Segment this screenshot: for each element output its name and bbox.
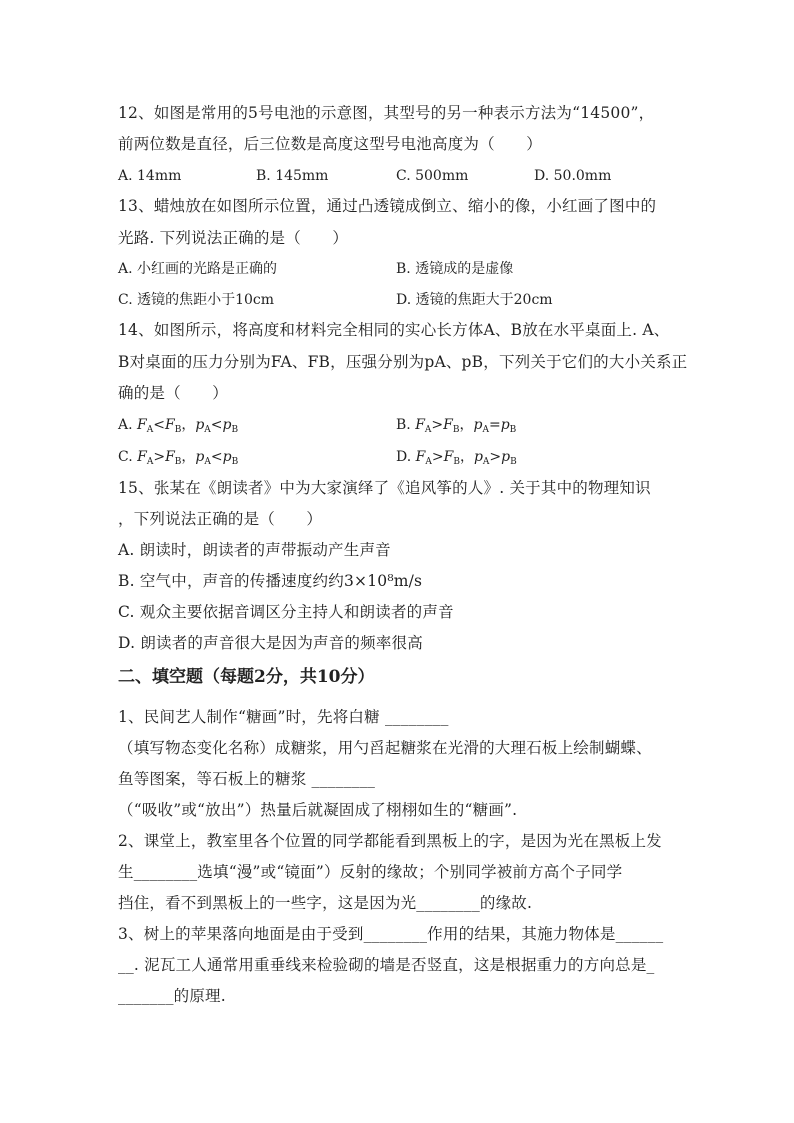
q15-option-b: B. 空气中，声音的传播速度约约3×10⁸m/s <box>118 572 423 590</box>
q14-option-c: C. $F_A>F_B$，$p_A<p_B$ <box>118 449 239 467</box>
q15-stem-line-2: ，下列说法正确的是（ ） <box>118 510 323 528</box>
q15-option-a: A. 朗读时，朗读者的声带振动产生声音 <box>118 541 391 559</box>
q13-option-c: C. 透镜的焦距小于10cm <box>118 292 275 308</box>
q12-option-a: A. 14mm <box>118 168 182 184</box>
q14-option-b: B. $F_A>F_B$，$p_A=p_B$ <box>396 417 517 435</box>
q13-stem-line-1: 13、蜡烛放在如图所示位置，通过凸透镜成倒立、缩小的像，小红画了图中的 <box>118 197 657 215</box>
q12-option-b: B. 145mm <box>256 168 329 184</box>
q15-option-d: D. 朗读者的声音很大是因为声音的频率很高 <box>118 634 423 652</box>
q13-option-d: D. 透镜的焦距大于20cm <box>396 292 553 308</box>
q14-option-a: A. $F_A<F_B$，$p_A<p_B$ <box>118 417 239 435</box>
section-heading: 二、填空题（每题2分，共10分） <box>118 667 375 687</box>
fill1-line-1: 1、民间艺人制作“糖画”时，先将白糖 ________ <box>118 708 449 726</box>
q14-stem-line-2: B对桌面的压力分别为FA、FB，压强分别为pA、pB，下列关于它们的大小关系正 <box>118 353 688 371</box>
q12-option-c: C. 500mm <box>396 168 469 184</box>
fill2-line-1: 2、课堂上，教室里各个位置的同学都能看到黑板上的字，是因为光在黑板上发 <box>118 832 662 850</box>
fill3-line-2: __. 泥瓦工人通常用重垂线来检验砌的墙是否竖直，这是根据重力的方向总是_ <box>118 956 655 974</box>
fill1-line-4: （“吸收”或“放出”）热量后就凝固成了栩栩如生的“糖画”. <box>118 801 518 819</box>
q12-stem-line-1: 12、如图是常用的5号电池的示意图，其型号的另一种表示方法为“14500”， <box>118 104 655 122</box>
q15-option-c: C. 观众主要依据音调区分主持人和朗读者的声音 <box>118 603 454 621</box>
q13-option-b: B. 透镜成的是虚像 <box>396 261 514 277</box>
fill3-line-3: _______的原理. <box>118 987 226 1005</box>
fill2-line-2: 生________选填“漫”或“镜面”）反射的缘故；个别同学被前方高个子同学 <box>118 863 623 881</box>
fill3-line-1: 3、树上的苹果落向地面是由于受到________作用的结果，其施力物体是______ <box>118 925 664 943</box>
q14-stem-line-1: 14、如图所示，将高度和材料完全相同的实心长方体A、B放在水平桌面上. A、 <box>118 321 670 339</box>
q14-stem-line-3: 确的是（ ） <box>118 384 228 402</box>
q15-stem-line-1: 15、张某在《朗读者》中为大家演绎了《追风筝的人》. 关于其中的物理知识 <box>118 479 651 497</box>
q13-stem-line-2: 光路. 下列说法正确的是（ ） <box>118 229 349 247</box>
fill1-line-3: 鱼等图案，等石板上的糖浆 ________ <box>118 770 376 788</box>
q12-stem-line-2: 前两位数是直径，后三位数是高度这型号电池高度为（ ） <box>118 135 542 153</box>
fill1-line-2: （填写物态变化名称）成糖浆，用勺舀起糖浆在光滑的大理石板上绘制蝴蝶、 <box>118 739 652 757</box>
q12-option-d: D. 50.0mm <box>534 168 612 184</box>
q14-option-d: D. $F_A>F_B$，$p_A>p_B$ <box>396 449 517 467</box>
q13-option-a: A. 小红画的光路是正确的 <box>118 261 278 277</box>
fill2-line-3: 挡住，看不到黑板上的一些字，这是因为光________的缘故. <box>118 894 533 912</box>
